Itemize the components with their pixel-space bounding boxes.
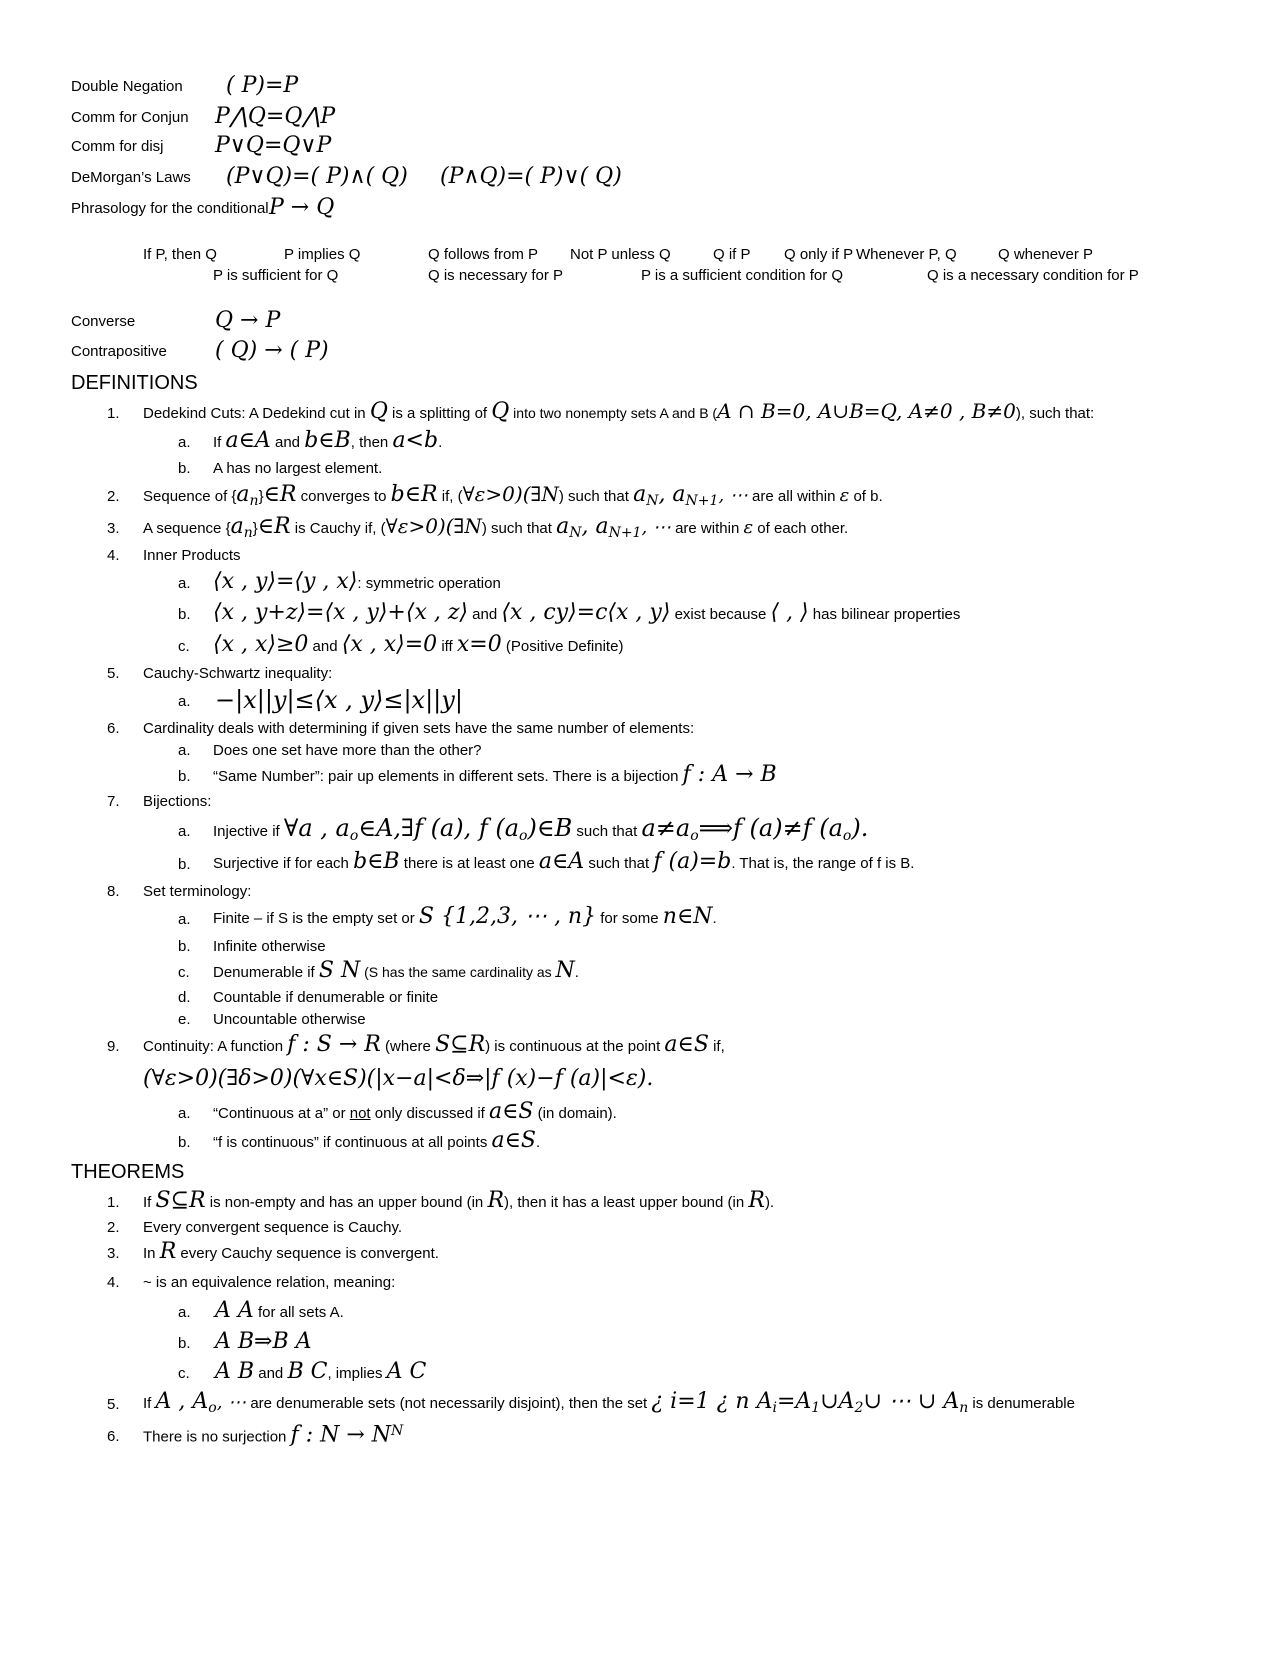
comm-conjun-formula: P⋀Q=Q⋀P bbox=[215, 104, 336, 129]
text: , then bbox=[350, 434, 393, 451]
math: ⟨x , x⟩=0 bbox=[341, 632, 438, 657]
math: ⟨x , y+z⟩=⟨x , y⟩+⟨x , z⟩ bbox=[213, 600, 468, 625]
math: b∈B bbox=[353, 849, 400, 874]
item-mark: a. bbox=[178, 742, 191, 759]
math: ⟨x , cy⟩=c⟨x , y⟩ bbox=[501, 600, 671, 625]
text: every Cauchy sequence is convergent. bbox=[176, 1245, 439, 1262]
item-mark: b. bbox=[178, 1335, 191, 1352]
text: Injective if bbox=[213, 823, 284, 840]
bijections-injective: Injective if ∀a , $a_o\in A,\exists f$ (a), f $(a_o)\in B$ such that $a\ne a_o⟹f$ (a)≠f $(a_o)$. bbox=[213, 814, 869, 845]
text: ), such that: bbox=[1015, 405, 1095, 422]
cardinality-a: Does one set have more than the other? bbox=[213, 742, 482, 759]
text: is non-empty and has an upper bound (in bbox=[205, 1194, 488, 1211]
definition-dedekind-a bbox=[213, 430, 442, 452]
math: f : S → R bbox=[287, 1032, 381, 1057]
definition-cauchy-schwartz: Cauchy-Schwartz inequality: bbox=[143, 665, 333, 682]
text: . bbox=[535, 1134, 541, 1151]
math: a∈S bbox=[489, 1099, 534, 1124]
text: for some bbox=[596, 910, 663, 927]
double-negation-formula: ( P)=P bbox=[226, 73, 299, 98]
math: n∈N bbox=[662, 904, 713, 929]
item-number: 6. bbox=[107, 720, 120, 737]
text: converges to bbox=[296, 488, 391, 505]
comm-disj-formula: P∨Q=Q∨P bbox=[215, 133, 332, 158]
phrase-item: Q only if P bbox=[784, 246, 854, 263]
text: ). bbox=[764, 1194, 775, 1211]
item-number: 2. bbox=[107, 1219, 120, 1236]
math: f : A → B bbox=[682, 762, 777, 787]
text: “f is continuous” if continuous at all points bbox=[213, 1134, 492, 1151]
math: Q bbox=[491, 399, 510, 424]
definition-dedekind-b: A has no largest element. bbox=[213, 460, 383, 477]
item-number: 3. bbox=[107, 1245, 120, 1262]
definition-cauchy: A sequence $\{a_n\}\in R$ is Cauchy if, (∀ε>0)(∃N) such that $a_N$, $a_{N+1}$, ⋯ are within ε of each other. bbox=[143, 514, 849, 542]
math: ε bbox=[743, 517, 754, 538]
set-terminology-denumerable bbox=[213, 960, 579, 982]
math: ∪A bbox=[820, 1389, 855, 1414]
text: (Positive Definite) bbox=[501, 638, 624, 655]
math: N bbox=[555, 958, 575, 983]
item-mark: a. bbox=[178, 823, 191, 840]
text: Surjective if for each bbox=[213, 855, 354, 872]
item-number: 9. bbox=[107, 1038, 120, 1055]
converse-label: Converse bbox=[71, 313, 136, 330]
math: B C bbox=[287, 1359, 328, 1384]
text: If bbox=[143, 1395, 156, 1412]
text: and bbox=[254, 1365, 288, 1382]
equivalence-c bbox=[215, 1361, 426, 1383]
comm-disj-label: Comm for disj bbox=[71, 138, 164, 155]
math: a bbox=[633, 482, 647, 507]
text: ), then it has a least upper bound (in bbox=[504, 1194, 749, 1211]
inner-products-a bbox=[213, 571, 501, 593]
contrapositive-formula: ( Q) → ( P) bbox=[215, 338, 329, 363]
item-number: 7. bbox=[107, 793, 120, 810]
item-mark: c. bbox=[178, 638, 190, 655]
text: if, bbox=[708, 1038, 725, 1055]
text: is a splitting of bbox=[387, 405, 492, 422]
contrapositive-label: Contrapositive bbox=[71, 343, 167, 360]
text: and bbox=[270, 434, 305, 451]
item-mark: a. bbox=[178, 1105, 191, 1122]
set-terminology-infinite: Infinite otherwise bbox=[213, 938, 326, 955]
math: a∈A bbox=[538, 849, 585, 874]
text: “Same Number”: pair up elements in different sets. There is a bijection bbox=[213, 768, 683, 785]
math: f (a)=b bbox=[653, 849, 732, 874]
set-terminology-countable: Countable if denumerable or finite bbox=[213, 989, 439, 1006]
math: ∪ ⋯ ∪ A bbox=[863, 1389, 960, 1414]
math: Q bbox=[369, 399, 388, 424]
text: (where bbox=[380, 1038, 436, 1055]
text: such that bbox=[572, 823, 642, 840]
text: only discussed if bbox=[370, 1105, 489, 1122]
cardinality-b bbox=[213, 764, 777, 786]
text: } bbox=[258, 488, 264, 505]
math: ∈A,∃f (a), f (a bbox=[358, 814, 520, 842]
text: and bbox=[308, 638, 342, 655]
comm-conjun-label: Comm for Conjun bbox=[71, 109, 189, 126]
phrase-item: Q is a necessary condition for P bbox=[927, 267, 1139, 284]
item-number: 5. bbox=[107, 665, 120, 682]
demorgan-label: DeMorgan’s Laws bbox=[71, 169, 191, 186]
phrase-item: P is sufficient for Q bbox=[213, 267, 339, 284]
text: Continuity: A function bbox=[143, 1038, 288, 1055]
theorem-cauchy-convergent bbox=[143, 1241, 439, 1263]
text: ) such that bbox=[558, 488, 634, 505]
math: ε bbox=[839, 485, 850, 506]
text: (in domain). bbox=[533, 1105, 617, 1122]
math: A A bbox=[215, 1298, 254, 1323]
phrase-item: If P, then Q bbox=[143, 246, 217, 263]
math: x=0 bbox=[456, 632, 502, 657]
item-mark: a. bbox=[178, 693, 191, 710]
text: exist because bbox=[670, 606, 771, 623]
double-negation-label: Double Negation bbox=[71, 78, 183, 95]
text: . bbox=[438, 434, 443, 451]
phrase-item: Q is necessary for P bbox=[428, 267, 564, 284]
cauchy-schwartz-formula: −|x||y|≤⟨x , y⟩≤|x||y| bbox=[215, 686, 463, 714]
math: b∈B bbox=[304, 428, 351, 453]
math: S {1,2,3, ⋯ , n} bbox=[418, 904, 597, 929]
text: there is at least one bbox=[399, 855, 539, 872]
definition-inner-products: Inner Products bbox=[143, 547, 241, 564]
inner-products-c bbox=[213, 634, 623, 656]
text: . bbox=[712, 910, 717, 927]
demorgan-formula-2: (P∧Q)=( P)∨( Q) bbox=[440, 164, 622, 189]
converse-formula: Q → P bbox=[215, 308, 281, 333]
text: (S has the same cardinality as bbox=[360, 964, 556, 980]
theorems-heading: THEOREMS bbox=[71, 1161, 185, 1183]
continuity-formula: (∀ε>0)(∃δ>0)(∀x∈S)(|x−a|<δ⇒|f (x)−f (a)|<ε). bbox=[143, 1066, 654, 1091]
text: There is no surjection bbox=[143, 1428, 291, 1446]
item-mark: a. bbox=[178, 434, 191, 451]
definition-set-terminology: Set terminology: bbox=[143, 883, 252, 900]
text: If bbox=[213, 434, 226, 451]
item-mark: b. bbox=[178, 856, 191, 873]
text: In bbox=[143, 1245, 160, 1262]
definition-cardinality: Cardinality deals with determining if given sets have the same number of elements: bbox=[143, 720, 695, 737]
item-mark: b. bbox=[178, 1134, 191, 1151]
item-mark: c. bbox=[178, 964, 190, 981]
text: Denumerable if bbox=[213, 964, 319, 981]
item-mark: d. bbox=[178, 989, 191, 1006]
item-number: 1. bbox=[107, 405, 120, 422]
math: ∈R bbox=[263, 482, 297, 507]
item-mark: b. bbox=[178, 768, 191, 785]
math: )∈B bbox=[527, 814, 573, 842]
continuity-a bbox=[213, 1101, 617, 1123]
math: b∈R bbox=[390, 482, 438, 507]
math: , ⋯ bbox=[216, 1392, 247, 1413]
item-number: 2. bbox=[107, 488, 120, 505]
item-number: 5. bbox=[107, 1396, 120, 1413]
phrase-item: P is a sufficient condition for Q bbox=[641, 267, 844, 284]
continuity-b bbox=[213, 1130, 540, 1152]
text: Dedekind Cuts: A Dedekind cut in bbox=[143, 405, 370, 422]
phrase-item: Not P unless Q bbox=[570, 246, 671, 263]
set-terminology-uncountable: Uncountable otherwise bbox=[213, 1011, 366, 1028]
text: , implies bbox=[327, 1365, 387, 1382]
equivalence-a bbox=[215, 1300, 344, 1322]
text: . That is, the range of f is B. bbox=[731, 855, 915, 872]
text: has bilinear properties bbox=[808, 606, 961, 623]
phrase-item: P implies Q bbox=[284, 246, 361, 263]
text: Sequence of { bbox=[143, 488, 237, 505]
text: is Cauchy if, ( bbox=[290, 520, 386, 537]
bijections-surjective bbox=[213, 851, 914, 873]
text: ) is continuous at the point bbox=[485, 1038, 665, 1055]
phrase-item: Q if P bbox=[713, 246, 751, 263]
math: =A bbox=[776, 1389, 812, 1414]
math: A B bbox=[215, 1359, 255, 1384]
text: into two nonempty sets A and B ( bbox=[509, 405, 718, 421]
math: a<b bbox=[392, 428, 439, 453]
math: S N bbox=[318, 958, 361, 983]
math: a∈S bbox=[664, 1032, 709, 1057]
phrasology-formula: P → Q bbox=[269, 195, 335, 220]
definition-continuity bbox=[143, 1034, 725, 1056]
theorem-convergent-cauchy: Every convergent sequence is Cauchy. bbox=[143, 1219, 403, 1236]
item-number: 4. bbox=[107, 1274, 120, 1291]
math: ). bbox=[851, 814, 869, 842]
math: R bbox=[159, 1239, 177, 1264]
text: are denumerable sets (not necessarily disjoint), then the set bbox=[246, 1395, 652, 1412]
text: A sequence { bbox=[143, 520, 231, 537]
demorgan-formula-1: (P∨Q)=( P)∧( Q) bbox=[226, 164, 408, 189]
math: ∀ε>0)(∃N bbox=[462, 482, 559, 506]
math: ∈R bbox=[257, 514, 291, 539]
definition-dedekind bbox=[143, 401, 1094, 423]
item-number: 4. bbox=[107, 547, 120, 564]
text: : symmetric operation bbox=[357, 575, 501, 592]
text: are all within bbox=[747, 488, 840, 505]
phrase-item: Q follows from P bbox=[428, 246, 539, 263]
item-mark: b. bbox=[178, 460, 191, 477]
theorem-least-upper-bound bbox=[143, 1190, 774, 1212]
text: is denumerable bbox=[968, 1395, 1075, 1412]
text: Finite – if S is the empty set or bbox=[213, 910, 419, 927]
math: a bbox=[230, 514, 244, 539]
text: if, ( bbox=[437, 488, 463, 505]
text: of each other. bbox=[753, 520, 849, 537]
math: a≠a bbox=[641, 814, 691, 842]
math: f : N → N bbox=[290, 1422, 392, 1448]
item-mark: e. bbox=[178, 1011, 191, 1028]
text: ) such that bbox=[481, 520, 557, 537]
item-number: 3. bbox=[107, 520, 120, 537]
item-mark: a. bbox=[178, 575, 191, 592]
math: R bbox=[748, 1188, 765, 1213]
item-number: 1. bbox=[107, 1194, 120, 1211]
item-mark: c. bbox=[178, 1365, 190, 1382]
item-number: 6. bbox=[107, 1428, 120, 1445]
math: a bbox=[236, 482, 250, 507]
item-mark: b. bbox=[178, 938, 191, 955]
inner-products-b bbox=[213, 602, 960, 624]
math: a∈A bbox=[225, 428, 271, 453]
theorem-union-denumerable: If A , $A_o$, ⋯ are denumerable sets (not necessarily disjoint), then the set ¿ i=1 ¿ n $A_i=A_1\cup A_2\cup$ ⋯ ∪ $A_n$ is denumerable bbox=[143, 1389, 1075, 1417]
math: A , A bbox=[155, 1389, 209, 1414]
text: not bbox=[349, 1105, 371, 1122]
math: ∀ε>0)(∃N bbox=[385, 514, 482, 538]
text: } bbox=[252, 520, 258, 537]
phrasology-label: Phrasology for the conditional bbox=[71, 200, 269, 217]
phrase-item: Q whenever P bbox=[998, 246, 1094, 263]
text: are within bbox=[670, 520, 744, 537]
set-terminology-finite bbox=[213, 906, 717, 928]
definitions-heading: DEFINITIONS bbox=[71, 372, 198, 394]
math: ⟹f (a)≠f (a bbox=[698, 814, 843, 842]
math: ∀a , a bbox=[283, 814, 350, 842]
math: ⟨x , y⟩=⟨y , x⟩ bbox=[213, 569, 358, 594]
text: such that bbox=[584, 855, 654, 872]
theorem-no-surjection: There is no surjection f : $N \to N^N$ bbox=[143, 1422, 404, 1448]
equivalence-b: A B⇒B A bbox=[215, 1329, 312, 1354]
definition-sequence-converges: Sequence of $\{a_n\}\in R$ converges to b∈R if, (∀ε>0)(∃N) such that $a_N$, $a_{N+1}$, ⋯ are all within ε of b. bbox=[143, 482, 883, 510]
definition-bijections: Bijections: bbox=[143, 793, 212, 810]
math: a bbox=[556, 514, 570, 539]
text: of b. bbox=[849, 488, 883, 505]
math: a∈S bbox=[491, 1128, 536, 1153]
item-mark: a. bbox=[178, 911, 191, 928]
theorem-equivalence: ~ is an equivalence relation, meaning: bbox=[143, 1274, 396, 1291]
math: A ∩ B=0, A∪B=Q, A≠0 , B≠0 bbox=[717, 399, 1016, 423]
item-number: 8. bbox=[107, 883, 120, 900]
phrase-item: Whenever P, Q bbox=[856, 246, 957, 263]
math: ¿ i=1 ¿ n A bbox=[651, 1389, 773, 1414]
text: . bbox=[574, 964, 579, 981]
math: R bbox=[487, 1188, 505, 1213]
math: A C bbox=[386, 1359, 427, 1384]
item-mark: b. bbox=[178, 606, 191, 623]
math: ⟨x , x⟩≥0 bbox=[213, 632, 309, 657]
text: “Continuous at a” or bbox=[213, 1105, 350, 1122]
text: for all sets A. bbox=[253, 1304, 344, 1321]
math: S⊆R bbox=[435, 1032, 486, 1057]
item-mark: a. bbox=[178, 1304, 191, 1321]
text: and bbox=[468, 606, 502, 623]
text: iff bbox=[437, 638, 457, 655]
text: If bbox=[143, 1194, 156, 1211]
math: ⟨ , ⟩ bbox=[770, 600, 809, 625]
math: S⊆R bbox=[155, 1188, 206, 1213]
